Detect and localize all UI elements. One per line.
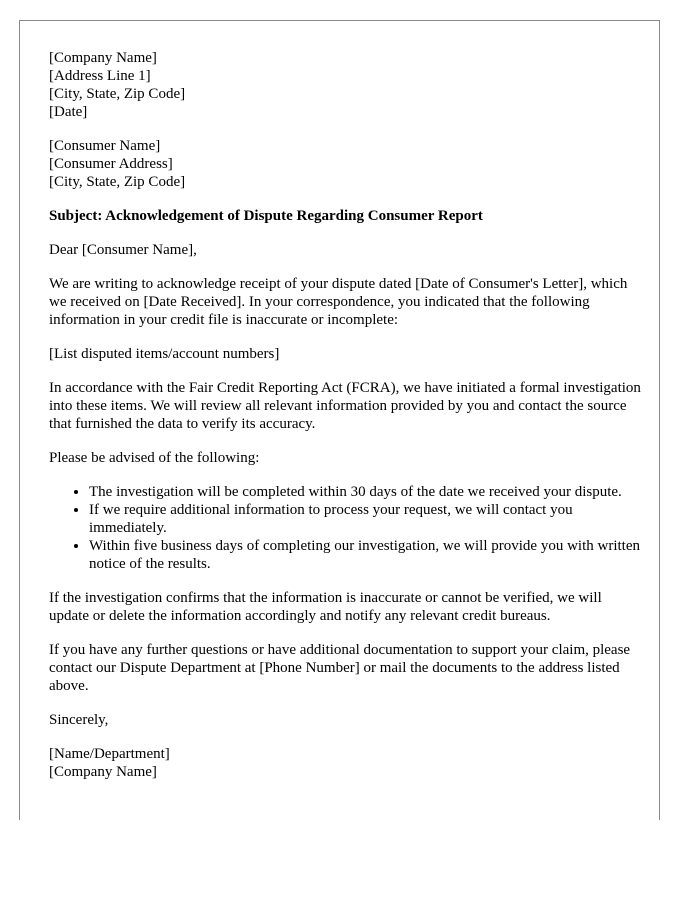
valediction: Sincerely, <box>49 712 109 728</box>
letter-date: [Date] <box>49 104 88 120</box>
letter-page <box>19 20 660 820</box>
advisory-list <box>49 483 641 573</box>
recipient-block <box>49 137 641 191</box>
sender-city-state-zip: [City, State, Zip Code] <box>49 86 186 102</box>
recipient-address: [Consumer Address] <box>49 156 173 172</box>
sender-company-name: [Company Name] <box>49 50 157 66</box>
recipient-city-state-zip: [City, State, Zip Code] <box>49 174 186 190</box>
signer-company-name: [Company Name] <box>49 764 157 780</box>
disputed-items: [List disputed items/account numbers] <box>49 346 280 362</box>
body-paragraph-3: If the investigation confirms that the information is inaccurate or cannot be verified, we will update or delete the information accordingly and notify any relevant credit bureaus. <box>49 590 602 624</box>
letter-subject: Subject: Acknowledgement of Dispute Regarding Consumer Report <box>49 208 483 224</box>
recipient-name: [Consumer Name] <box>49 138 161 154</box>
signer-name: [Name/Department] <box>49 746 170 762</box>
sender-address-line-1: [Address Line 1] <box>49 68 151 84</box>
body-paragraph-4: If you have any further questions or have additional documentation to support your claim, please contact our Dispute Department at [Phone Number] or mail the documents to the address listed above. <box>49 642 631 694</box>
list-item: • If we require additional information to process your request, we will contact you immediately. <box>89 501 641 537</box>
body-paragraph-1: We are writing to acknowledge receipt of your dispute dated [Date of Consumer's Letter], which we received on [Date Received]. In your correspondence, you indicated that the following information in your credit file is inaccurate or incomplete: <box>49 276 628 328</box>
list-item: • Within five business days of completing our investigation, we will provide you with written notice of the results. <box>89 537 641 573</box>
salutation: Dear [Consumer Name], <box>49 242 197 258</box>
sender-block <box>49 49 641 121</box>
body-paragraph-2: In accordance with the Fair Credit Reporting Act (FCRA), we have initiated a formal investigation into these items. We will review all relevant information provided by you and contact the source that furnished the data to verify its accuracy. <box>49 380 641 432</box>
list-item: • The investigation will be completed within 30 days of the date we received your dispute. <box>89 483 641 501</box>
letter-content <box>49 49 641 781</box>
signature-block <box>49 745 641 781</box>
advisory-intro: Please be advised of the following: <box>49 450 260 466</box>
